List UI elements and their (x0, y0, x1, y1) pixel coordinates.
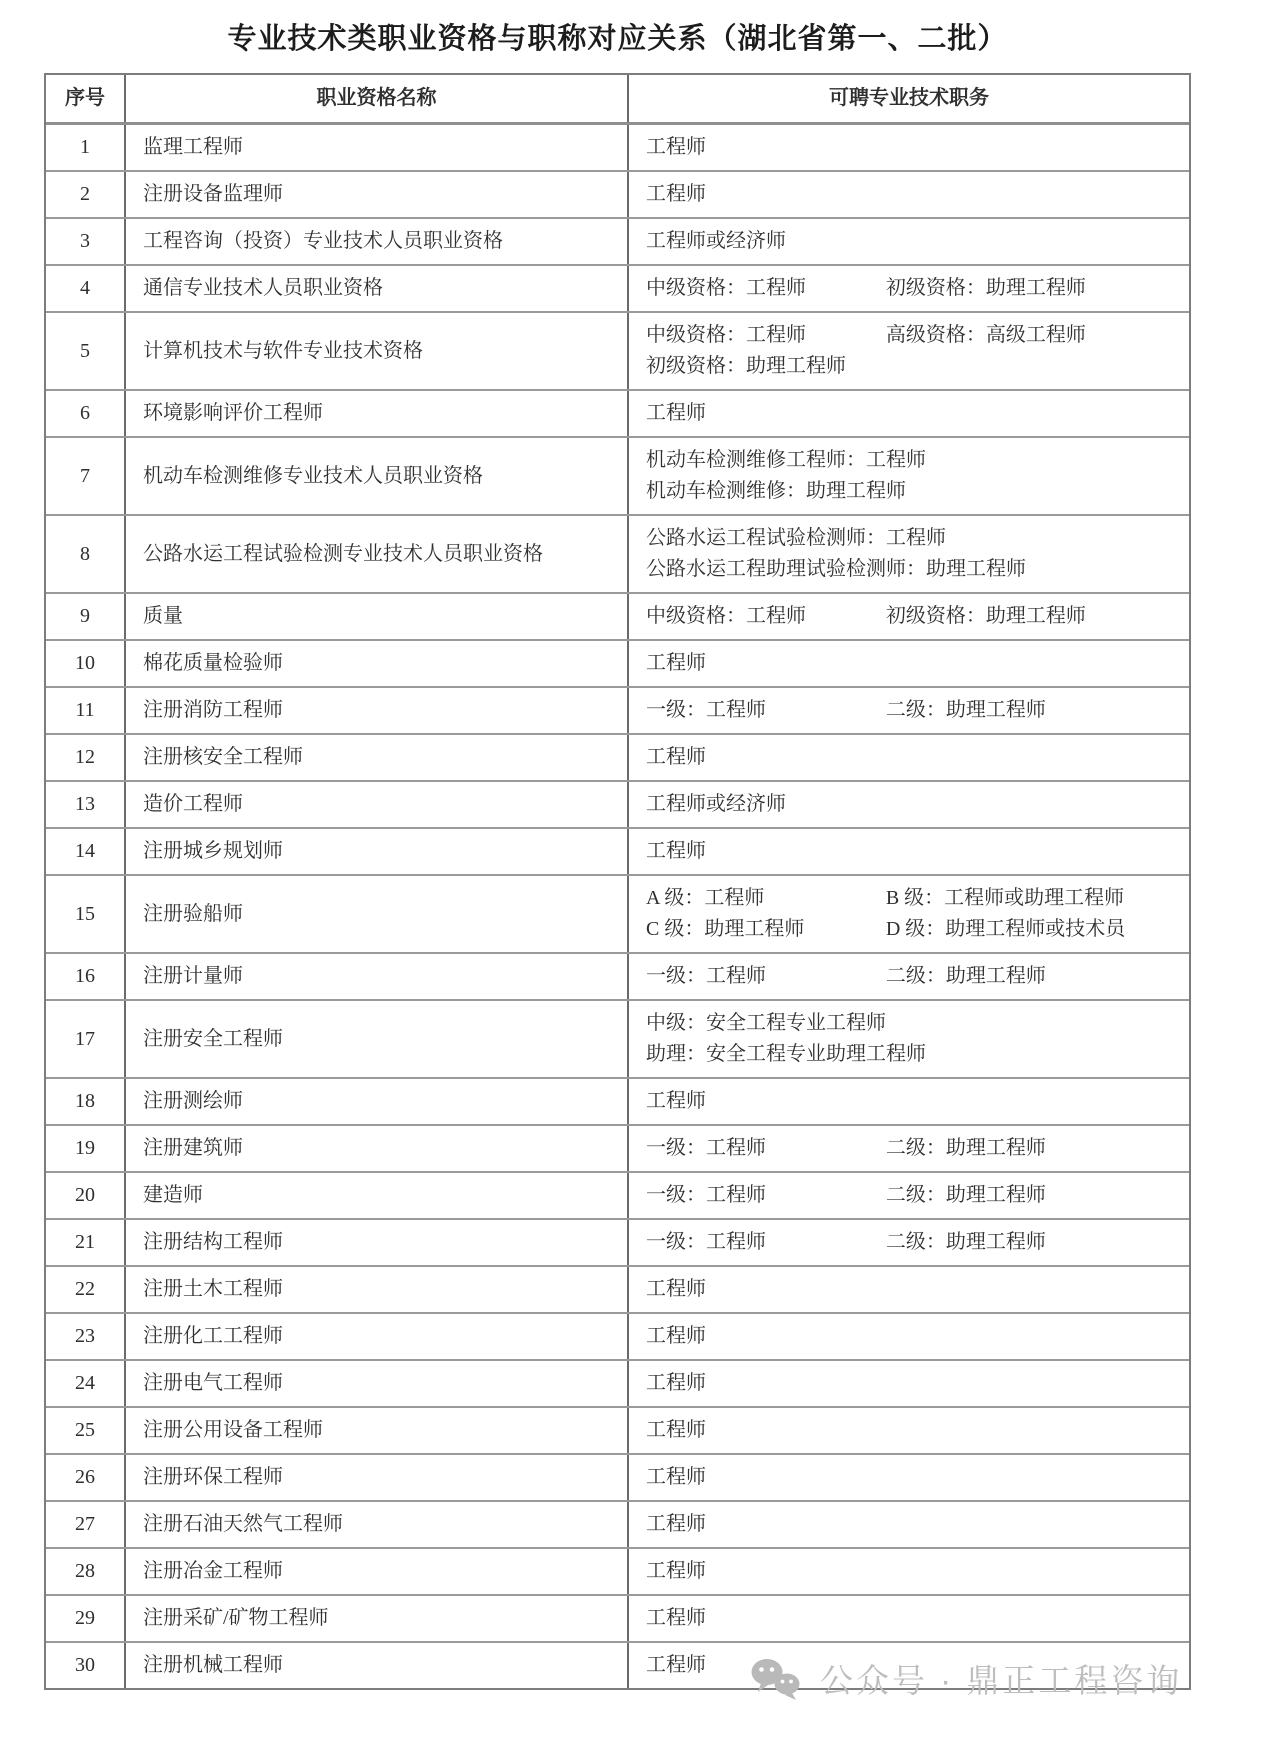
row-number: 16 (46, 954, 126, 999)
position-segment: C 级：助理工程师 (646, 918, 805, 940)
row-number: 20 (46, 1173, 126, 1218)
position-segment: 中级：安全工程专业工程师 (646, 1012, 886, 1034)
position-cell (629, 1455, 1189, 1500)
qualification-name: 造价工程师 (126, 782, 629, 827)
position-cell (629, 313, 1189, 389)
position-cell (629, 516, 1189, 592)
position-line (646, 523, 1179, 554)
column-header-qualification: 职业资格名称 (126, 75, 629, 122)
table-row (46, 780, 1189, 827)
qualification-name: 建造师 (126, 1173, 629, 1218)
position-line (646, 226, 1179, 257)
watermark (750, 1655, 1182, 1702)
position-cell (629, 1220, 1189, 1265)
qualification-name: 工程咨询（投资）专业技术人员职业资格 (126, 219, 629, 264)
qualification-table (44, 73, 1191, 1690)
table-row (46, 217, 1189, 264)
table-row (46, 1218, 1189, 1265)
wechat-icon (750, 1657, 804, 1701)
table-row (46, 389, 1189, 436)
position-cell (629, 1408, 1189, 1453)
row-number: 18 (46, 1079, 126, 1124)
row-number: 4 (46, 266, 126, 311)
qualification-name: 注册化工工程师 (126, 1314, 629, 1359)
qualification-name: 注册城乡规划师 (126, 829, 629, 874)
qualification-name: 注册测绘师 (126, 1079, 629, 1124)
position-line (646, 601, 1179, 632)
position-segment: 助理：安全工程专业助理工程师 (646, 1043, 926, 1065)
qualification-name: 注册核安全工程师 (126, 735, 629, 780)
position-line (646, 1227, 1179, 1258)
position-segment: 工程师 (646, 136, 706, 158)
position-line (646, 1603, 1179, 1634)
qualification-name: 机动车检测维修专业技术人员职业资格 (126, 438, 629, 514)
position-line (646, 1133, 1179, 1164)
row-number: 14 (46, 829, 126, 874)
qualification-name: 质量 (126, 594, 629, 639)
qualification-name: 注册冶金工程师 (126, 1549, 629, 1594)
position-line (646, 445, 1179, 476)
position-line (646, 476, 1179, 507)
qualification-name: 注册电气工程师 (126, 1361, 629, 1406)
qualification-name: 注册公用设备工程师 (126, 1408, 629, 1453)
row-number: 17 (46, 1001, 126, 1077)
position-cell (629, 1361, 1189, 1406)
table-row (46, 311, 1189, 389)
row-number: 28 (46, 1549, 126, 1594)
qualification-name: 注册计量师 (126, 954, 629, 999)
position-line (646, 1086, 1179, 1117)
position-cell (629, 438, 1189, 514)
row-number: 9 (46, 594, 126, 639)
position-segment: 公路水运工程试验检测师：工程师 (646, 527, 946, 549)
position-line (646, 398, 1179, 429)
position-line (646, 1180, 1179, 1211)
position-segment: 工程师 (646, 1466, 706, 1488)
position-line (646, 1462, 1179, 1493)
position-line (646, 914, 1179, 945)
qualification-name: 注册验船师 (126, 876, 629, 952)
position-cell (629, 1267, 1189, 1312)
position-segment: 工程师或经济师 (646, 793, 786, 815)
position-cell (629, 1596, 1189, 1641)
row-number: 10 (46, 641, 126, 686)
table-row (46, 122, 1189, 170)
table-row (46, 1312, 1189, 1359)
table-body (46, 122, 1189, 1688)
position-segment: 中级资格：工程师 (646, 324, 806, 346)
position-cell (629, 1314, 1189, 1359)
row-number: 1 (46, 125, 126, 170)
position-segment: 一级：工程师 (646, 1184, 766, 1206)
position-cell (629, 1001, 1189, 1077)
table-row (46, 170, 1189, 217)
position-segment: 初级资格：助理工程师 (885, 605, 1086, 627)
row-number: 27 (46, 1502, 126, 1547)
row-number: 26 (46, 1455, 126, 1500)
position-line (646, 273, 1179, 304)
position-segment: 公路水运工程助理试验检测师：助理工程师 (646, 558, 1026, 580)
position-line (646, 742, 1179, 773)
qualification-name: 注册建筑师 (126, 1126, 629, 1171)
position-segment: D 级：助理工程师或技术员 (885, 918, 1126, 940)
position-line (646, 132, 1179, 163)
row-number: 24 (46, 1361, 126, 1406)
position-segment: 初级资格：助理工程师 (646, 355, 846, 377)
qualification-name: 注册设备监理师 (126, 172, 629, 217)
position-line (646, 1556, 1179, 1587)
position-line (646, 648, 1179, 679)
table-row (46, 436, 1189, 514)
position-segment: 工程师 (646, 1278, 706, 1300)
table-row (46, 1359, 1189, 1406)
qualification-name: 通信专业技术人员职业资格 (126, 266, 629, 311)
position-segment: 机动车检测维修工程师：工程师 (646, 449, 926, 471)
position-cell (629, 1173, 1189, 1218)
qualification-name: 环境影响评价工程师 (126, 391, 629, 436)
position-line (646, 179, 1179, 210)
position-cell (629, 266, 1189, 311)
qualification-name: 注册机械工程师 (126, 1643, 629, 1688)
position-segment: 工程师 (646, 1325, 706, 1347)
position-cell (629, 1126, 1189, 1171)
table-row (46, 874, 1189, 952)
position-segment: 一级：工程师 (646, 1231, 766, 1253)
position-line (646, 1509, 1179, 1540)
position-segment: 一级：工程师 (646, 965, 766, 987)
position-segment: 工程师 (646, 1560, 706, 1582)
table-row (46, 1171, 1189, 1218)
table-row (46, 1124, 1189, 1171)
table-row (46, 264, 1189, 311)
position-segment: 工程师 (646, 1654, 706, 1676)
row-number: 29 (46, 1596, 126, 1641)
qualification-name: 注册消防工程师 (126, 688, 629, 733)
table-row (46, 1594, 1189, 1641)
table-row (46, 1406, 1189, 1453)
position-line (646, 1274, 1179, 1305)
position-segment: 一级：工程师 (646, 1137, 766, 1159)
position-segment: 工程师 (646, 840, 706, 862)
table-row (46, 827, 1189, 874)
position-cell (629, 125, 1189, 170)
row-number: 21 (46, 1220, 126, 1265)
position-cell (629, 1502, 1189, 1547)
position-segment: 工程师 (646, 652, 706, 674)
row-number: 23 (46, 1314, 126, 1359)
qualification-name: 公路水运工程试验检测专业技术人员职业资格 (126, 516, 629, 592)
table-header-row (46, 75, 1189, 122)
row-number: 6 (46, 391, 126, 436)
position-cell (629, 391, 1189, 436)
position-line (646, 883, 1179, 914)
position-segment: 工程师 (646, 1419, 706, 1441)
qualification-name: 注册采矿/矿物工程师 (126, 1596, 629, 1641)
qualification-name: 棉花质量检验师 (126, 641, 629, 686)
position-segment: 工程师 (646, 1607, 706, 1629)
position-segment: 工程师 (646, 746, 706, 768)
row-number: 3 (46, 219, 126, 264)
position-segment: 二级：助理工程师 (885, 1231, 1046, 1253)
row-number: 5 (46, 313, 126, 389)
position-segment: B 级：工程师或助理工程师 (885, 887, 1125, 909)
qualification-name: 注册环保工程师 (126, 1455, 629, 1500)
position-line (646, 1368, 1179, 1399)
position-segment: 工程师 (646, 1372, 706, 1394)
qualification-name: 监理工程师 (126, 125, 629, 170)
row-number: 7 (46, 438, 126, 514)
table-row (46, 1547, 1189, 1594)
qualification-name: 注册石油天然气工程师 (126, 1502, 629, 1547)
position-line (646, 351, 1179, 382)
position-line (646, 1008, 1179, 1039)
position-cell (629, 782, 1189, 827)
row-number: 8 (46, 516, 126, 592)
position-segment: 一级：工程师 (646, 699, 766, 721)
table-row (46, 686, 1189, 733)
position-cell (629, 641, 1189, 686)
position-segment: 工程师 (646, 183, 706, 205)
position-line (646, 1039, 1179, 1070)
table-row (46, 952, 1189, 999)
table-row (46, 1077, 1189, 1124)
table-row (46, 1500, 1189, 1547)
qualification-name: 注册土木工程师 (126, 1267, 629, 1312)
row-number: 15 (46, 876, 126, 952)
position-segment: 二级：助理工程师 (885, 1137, 1046, 1159)
table-row (46, 1453, 1189, 1500)
row-number: 11 (46, 688, 126, 733)
qualification-name: 计算机技术与软件专业技术资格 (126, 313, 629, 389)
position-line (646, 320, 1179, 351)
position-line (646, 961, 1179, 992)
position-segment: 工程师 (646, 1513, 706, 1535)
position-line (646, 789, 1179, 820)
qualification-name: 注册结构工程师 (126, 1220, 629, 1265)
position-segment: 高级资格：高级工程师 (885, 324, 1086, 346)
position-segment: 初级资格：助理工程师 (885, 277, 1086, 299)
table-row (46, 639, 1189, 686)
column-header-position: 可聘专业技术职务 (829, 87, 989, 109)
position-cell (629, 954, 1189, 999)
position-line (646, 695, 1179, 726)
position-cell (629, 594, 1189, 639)
position-line (646, 836, 1179, 867)
position-segment: 中级资格：工程师 (646, 605, 806, 627)
position-segment: A 级：工程师 (646, 887, 765, 909)
table-row (46, 592, 1189, 639)
row-number: 19 (46, 1126, 126, 1171)
position-segment: 工程师或经济师 (646, 230, 786, 252)
row-number: 30 (46, 1643, 126, 1688)
position-segment: 二级：助理工程师 (885, 965, 1046, 987)
position-segment: 机动车检测维修：助理工程师 (646, 480, 906, 502)
position-cell (629, 829, 1189, 874)
position-segment: 工程师 (646, 402, 706, 424)
qualification-name: 注册安全工程师 (126, 1001, 629, 1077)
position-segment: 工程师 (646, 1090, 706, 1112)
row-number: 25 (46, 1408, 126, 1453)
table-row (46, 733, 1189, 780)
page-title: 专业技术类职业资格与职称对应关系（湖北省第一、二批） (227, 23, 1008, 55)
position-cell (629, 1079, 1189, 1124)
table-row (46, 1265, 1189, 1312)
row-number: 13 (46, 782, 126, 827)
position-line (646, 554, 1179, 585)
position-cell (629, 876, 1189, 952)
row-number: 2 (46, 172, 126, 217)
position-cell (629, 1549, 1189, 1594)
position-cell (629, 735, 1189, 780)
position-cell (629, 172, 1189, 217)
table-row (46, 514, 1189, 592)
column-header-number: 序号 (46, 75, 126, 122)
table-row (46, 999, 1189, 1077)
position-cell (629, 219, 1189, 264)
position-segment: 二级：助理工程师 (885, 699, 1046, 721)
watermark-text: 公众号 · 鼎正工程咨询 (820, 1662, 1183, 1699)
row-number: 22 (46, 1267, 126, 1312)
position-line (646, 1415, 1179, 1446)
position-segment: 中级资格：工程师 (646, 277, 806, 299)
position-line (646, 1321, 1179, 1352)
row-number: 12 (46, 735, 126, 780)
position-segment: 二级：助理工程师 (885, 1184, 1046, 1206)
position-cell (629, 688, 1189, 733)
